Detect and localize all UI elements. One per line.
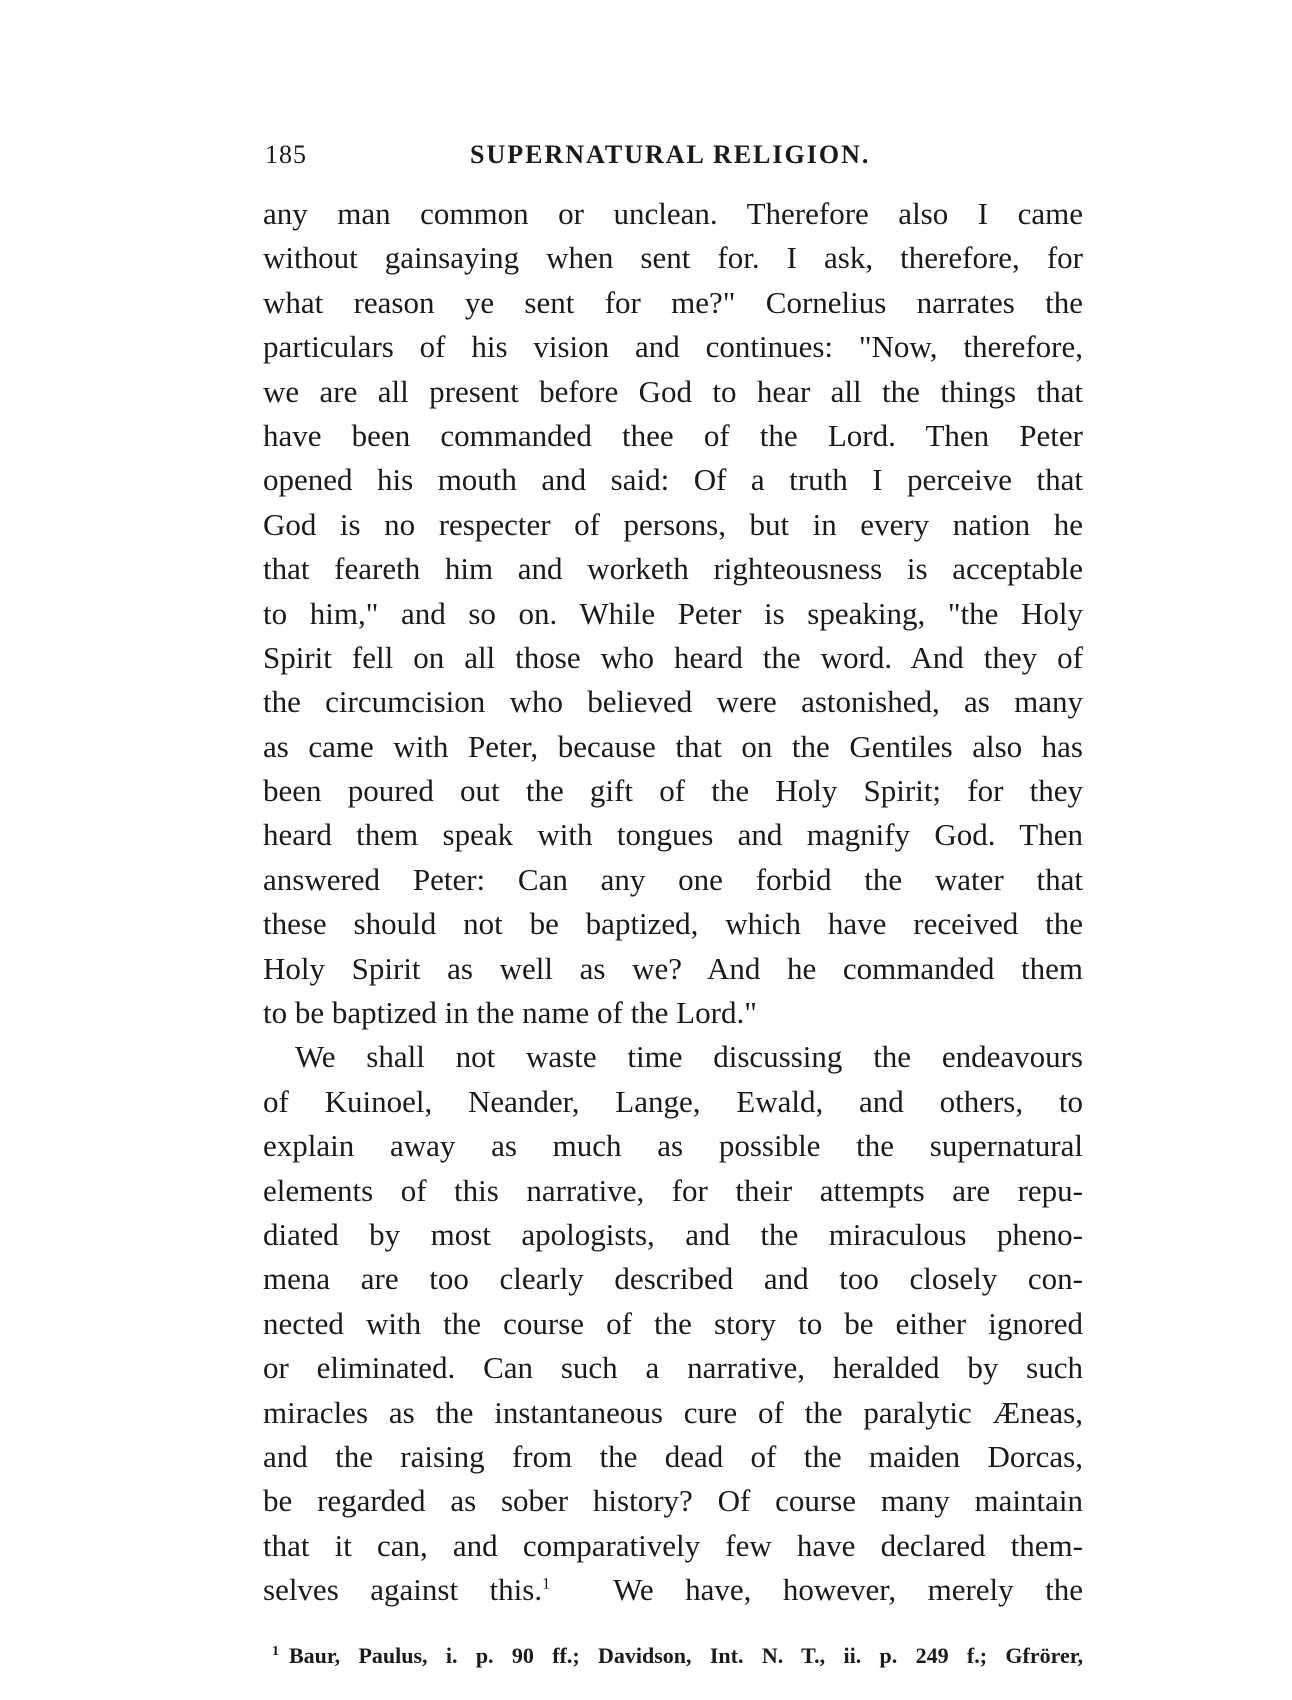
text-fragment: selves against this. — [263, 1572, 543, 1608]
text-line: miracles as the instantaneous cure of the paralytic Æneas, — [263, 1394, 1083, 1430]
text-line: without gainsaying when sent for. I ask, therefore, for — [263, 240, 1083, 276]
text-line: elements of this narrative, for their attempts are repu- — [263, 1172, 1083, 1208]
text-line: heard them speak with tongues and magnify God. Then — [263, 817, 1083, 853]
text-line: we are all present before God to hear all the things that — [263, 373, 1083, 409]
text-line: Holy Spirit as well as we? And he commanded them — [263, 950, 1083, 986]
text-line: be regarded as sober history? Of course many maintain — [263, 1483, 1083, 1519]
text-line: diated by most apologists, and the miraculous pheno- — [263, 1216, 1083, 1252]
text-line: explain away as much as possible the supernatural — [263, 1128, 1083, 1164]
text-line: and the raising from the dead of the maiden Dorcas, — [263, 1438, 1083, 1474]
footnote-text: Baur, Paulus, i. p. 90 ff.; Davidson, Int. N. T., ii. p. 249 f.; Gfrörer, — [289, 1643, 1083, 1668]
text-line: We shall not waste time discussing the endeavours — [295, 1039, 1083, 1075]
text-line: to be baptized in the name of the Lord." — [263, 995, 757, 1031]
text-line: particulars of his vision and continues: "Now, therefore, — [263, 329, 1083, 365]
footnote — [272, 1639, 1083, 1673]
text-line: what reason ye sent for me?" Cornelius narrates the — [263, 284, 1083, 320]
text-line: that it can, and comparatively few have declared them- — [263, 1527, 1083, 1563]
body-text — [263, 192, 1083, 1613]
running-title: SUPERNATURAL RELIGION. — [470, 140, 871, 169]
text-line: these should not be baptized, which have received the — [263, 906, 1083, 942]
text-line: have been commanded thee of the Lord. Then Peter — [263, 417, 1083, 453]
text-line: any man common or unclean. Therefore also I came — [263, 196, 1083, 231]
text-line: nected with the course of the story to be either ignored — [263, 1305, 1083, 1341]
text-line: answered Peter: Can any one forbid the water that — [263, 861, 1083, 897]
text-fragment: We have, however, merely the — [613, 1572, 1083, 1608]
text-line: the circumcision who believed were astonished, as many — [263, 684, 1083, 720]
text-line: or eliminated. Can such a narrative, heralded by such — [263, 1350, 1083, 1386]
text-line: of Kuinoel, Neander, Lange, Ewald, and others, to — [263, 1083, 1083, 1119]
text-line: as came with Peter, because that on the Gentiles also has — [263, 728, 1083, 764]
text-line: Spirit fell on all those who heard the word. And they of — [263, 639, 1083, 675]
text-line: opened his mouth and said: Of a truth I perceive that — [263, 462, 1083, 498]
page-number: 185 — [265, 140, 307, 169]
text-line: been poured out the gift of the Holy Spirit; for they — [263, 773, 1083, 809]
text-line: mena are too clearly described and too closely con- — [263, 1261, 1083, 1297]
footnote-marker: 1 — [272, 1643, 279, 1659]
text-line: that feareth him and worketh righteousness is acceptable — [263, 551, 1083, 587]
text-line: God is no respecter of persons, but in every nation he — [263, 506, 1083, 542]
text-line-with-footnote-ref — [263, 1568, 1083, 1612]
footnote-reference[interactable]: 1 — [542, 1575, 551, 1593]
text-line: to him," and so on. While Peter is speaking, "the Holy — [263, 595, 1083, 631]
running-head — [265, 140, 1083, 176]
